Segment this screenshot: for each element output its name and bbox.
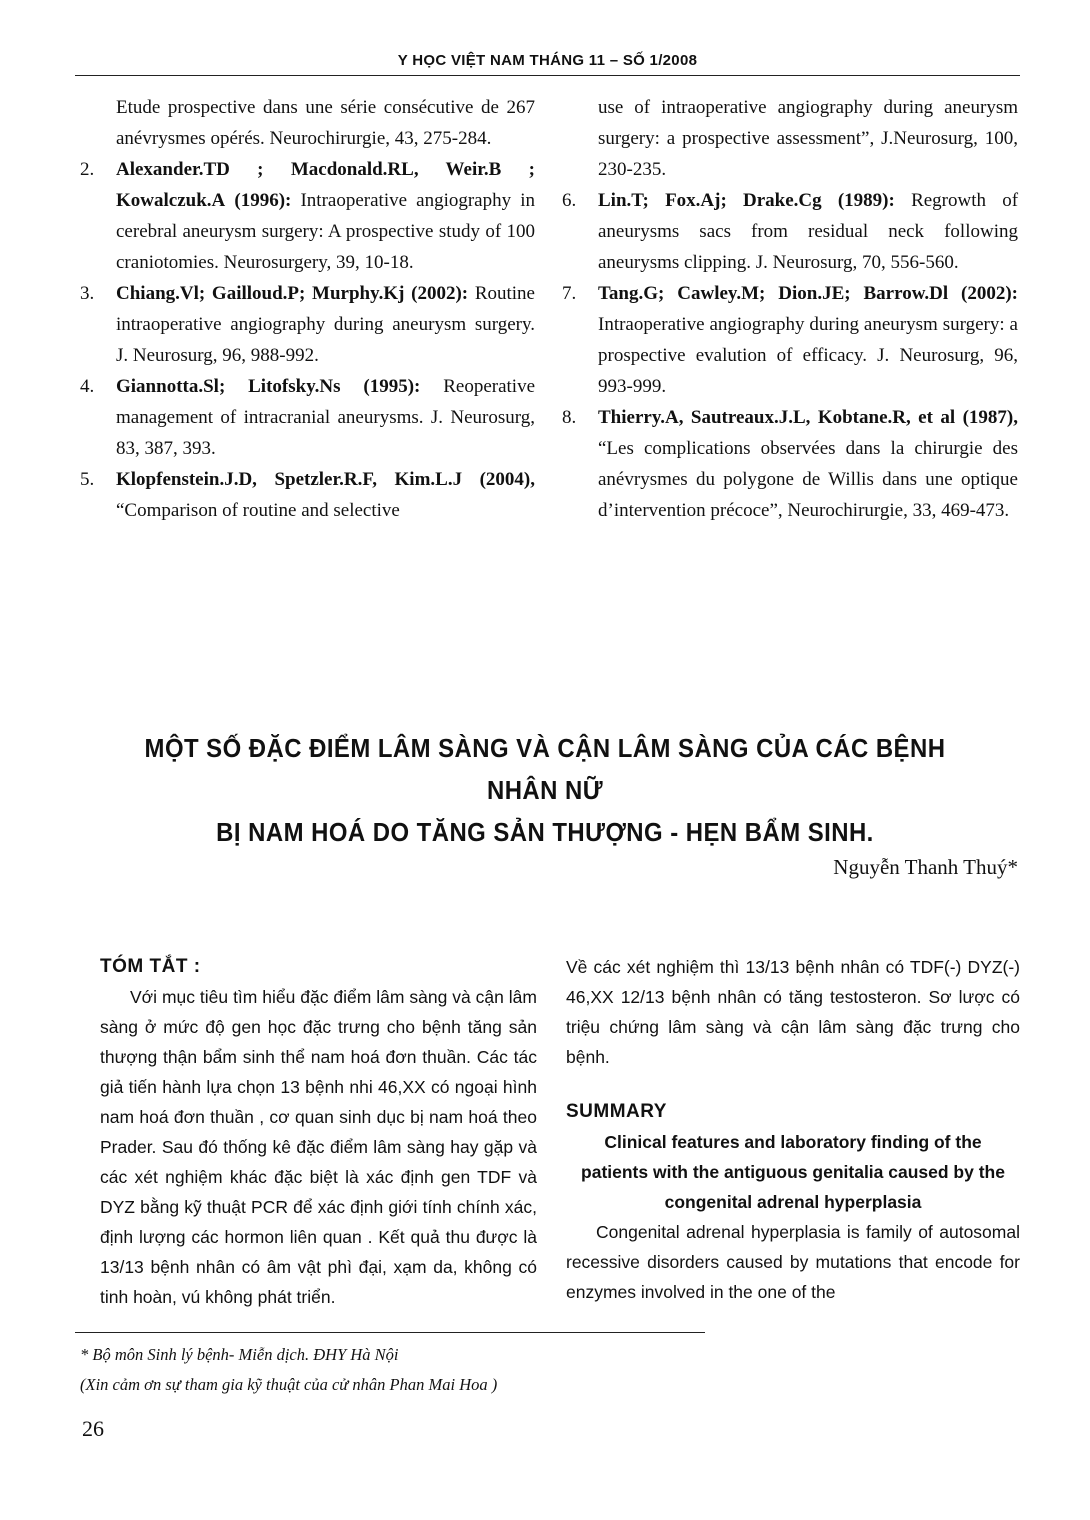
- reference-item: [80, 154, 535, 278]
- article-title-line: BỊ NAM HOÁ DO TĂNG SẢN THƯỢNG - HẸN BẨM SINH.: [216, 817, 874, 847]
- reference-text: “Les complications observées dans la chirurgie des anévrysmes du polygone de Willis dans une optique d’intervention précoce”, Neurochirurgie, 33, 469-473.: [598, 438, 1018, 521]
- footnote-thanks: (Xin cảm ơn sự tham gia kỹ thuật của cử nhân Phan Mai Hoa ): [80, 1375, 498, 1394]
- abstract-paragraph: Về các xét nghiệm thì 13/13 bệnh nhân có TDF(-) DYZ(-) 46,XX 12/13 bệnh nhân có tăng testosteron. Sơ lược có triệu chứng lâm sàng và cận lâm sàng đặc trưng cho bệnh.: [566, 957, 1020, 1067]
- footnotes: [80, 1340, 497, 1400]
- reference-number: 2.: [80, 159, 95, 180]
- reference-text: Regrowth of aneurysms sacs from residual neck following aneurysms clipping. J. Neurosurg, 70, 556-560.: [598, 190, 1019, 273]
- reference-authors: Alexander.TD ; Macdonald.RL, Weir.B ; Kowalczuk.A: [116, 159, 535, 211]
- summary-subtitle-line: congenital adrenal hyperplasia: [664, 1192, 922, 1212]
- article-title-line: MỘT SỐ ĐẶC ĐIỂM LÂM SÀNG VÀ CẬN LÂM SÀNG CỦA CÁC BỆNH NHÂN NỮ: [144, 733, 946, 805]
- reference-text: Intraoperative angiography in cerebral aneurysm surgery: A prospective study of 100 craniotomies. Neurosurgery, 39, 10-18.: [116, 190, 536, 273]
- footnote-affiliation: * Bộ môn Sinh lý bệnh- Miễn dịch. ĐHY Hà Nội: [80, 1345, 399, 1364]
- reference-authors: Thierry.A, Sautreaux.J.L, Kobtane.R, et al: [598, 407, 956, 428]
- abstract-right-column: [566, 952, 1020, 1307]
- reference-item: [562, 278, 1018, 402]
- running-header: Y HỌC VIỆT NAM THÁNG 11 – SỐ 1/2008: [397, 52, 698, 69]
- abstract-heading: TÓM TẮT :: [100, 956, 201, 977]
- reference-text: “Comparison of routine and selective: [116, 500, 400, 521]
- reference-text: Reoperative management of intracranial aneurysms. J. Neurosurg, 83, 387, 393.: [116, 376, 536, 459]
- reference-year: (2004),: [479, 469, 535, 490]
- reference-year: (1987),: [962, 407, 1018, 428]
- reference-authors: Giannotta.Sl; Litofsky.Ns: [116, 376, 341, 397]
- header-rule: [75, 75, 1020, 76]
- reference-item: [562, 185, 1018, 278]
- reference-authors: Lin.T; Fox.Aj; Drake.Cg: [598, 190, 822, 211]
- references-right-column: [562, 92, 1018, 526]
- reference-year: (1996):: [234, 190, 292, 211]
- reference-text: Intraoperative angiography during aneurysm surgery: a prospective evalution of efficacy. J. Neurosurg, 96, 993-999.: [598, 314, 1018, 397]
- summary-subtitle-line: Clinical features and laboratory finding of the: [604, 1132, 982, 1152]
- reference-item: [80, 464, 535, 526]
- reference-item: [80, 371, 535, 464]
- abstract-paragraph: Với mục tiêu tìm hiểu đặc điểm lâm sàng và cận lâm sàng ở mức độ gen học đặc trưng cho bệnh tăng sản thượng thận bẩm sinh thể nam hoá đơn thuần. Các tác giả tiến hành lựa chọn 13 bệnh nhi 46,XX có ngoại hình nam hoá đơn thuần , cơ quan sinh dục bị nam hoá theo Prader. Sau đó thống kê đặc điểm lâm sàng hay gặp và các xét nghiệm khác đặc biệt là xác định gen TDF và DYZ bằng kỹ thuật PCR để xác định giới tính chính xác, định lượng các hormon liên quan . Kết quả thu được là 13/13 bệnh nhân có âm vật phì đại, xạm da, không có tinh hoàn, vú không phát triển.: [100, 987, 537, 1307]
- reference-number: 4.: [80, 376, 95, 397]
- reference-authors: Klopfenstein.J.D, Spetzler.R.F, Kim.L.J: [116, 469, 463, 490]
- reference-item: [562, 92, 1018, 185]
- reference-year: (1989):: [837, 190, 895, 211]
- article-author: Nguyễn Thanh Thuý*: [833, 855, 1018, 879]
- references-left-column: [80, 92, 535, 526]
- reference-number: 7.: [562, 283, 577, 304]
- reference-text: Etude prospective dans une série consécutive de 267 anévrysmes opérés. Neurochirurgie, 43, 275-284.: [116, 97, 535, 149]
- reference-authors: Chiang.Vl; Gailloud.P; Murphy.Kj: [116, 283, 405, 304]
- reference-text: use of intraoperative angiography during aneurysm surgery: a prospective assessment”, J.Neurosurg, 100, 230-235.: [598, 97, 1018, 180]
- summary-heading: SUMMARY: [566, 1101, 667, 1122]
- reference-number: 6.: [562, 190, 577, 211]
- summary-subtitle-line: patients with the antiguous genitalia caused by the: [581, 1162, 1005, 1182]
- reference-item: [562, 402, 1018, 526]
- summary-paragraph: Congenital adrenal hyperplasia is family of autosomal recessive disorders caused by mutations that encode for enzymes involved in the one of the: [566, 1222, 1020, 1302]
- reference-number: 5.: [80, 469, 95, 490]
- abstract-left-column: [100, 952, 537, 1312]
- reference-authors: Tang.G; Cawley.M; Dion.JE; Barrow.Dl: [598, 283, 949, 304]
- page-number: 26: [82, 1416, 104, 1441]
- reference-item: [80, 278, 535, 371]
- footnote-rule: [75, 1332, 705, 1333]
- reference-number: 3.: [80, 283, 95, 304]
- reference-year: (2002):: [411, 283, 469, 304]
- reference-number: 8.: [562, 407, 577, 428]
- reference-year: (1995):: [363, 376, 421, 397]
- reference-item: [80, 92, 535, 154]
- reference-year: (2002):: [961, 283, 1019, 304]
- reference-text: Routine intraoperative angiography during aneurysm surgery. J. Neurosurg, 96, 988-992.: [116, 283, 535, 366]
- article-title: [126, 727, 963, 853]
- spacer: [566, 1072, 1020, 1097]
